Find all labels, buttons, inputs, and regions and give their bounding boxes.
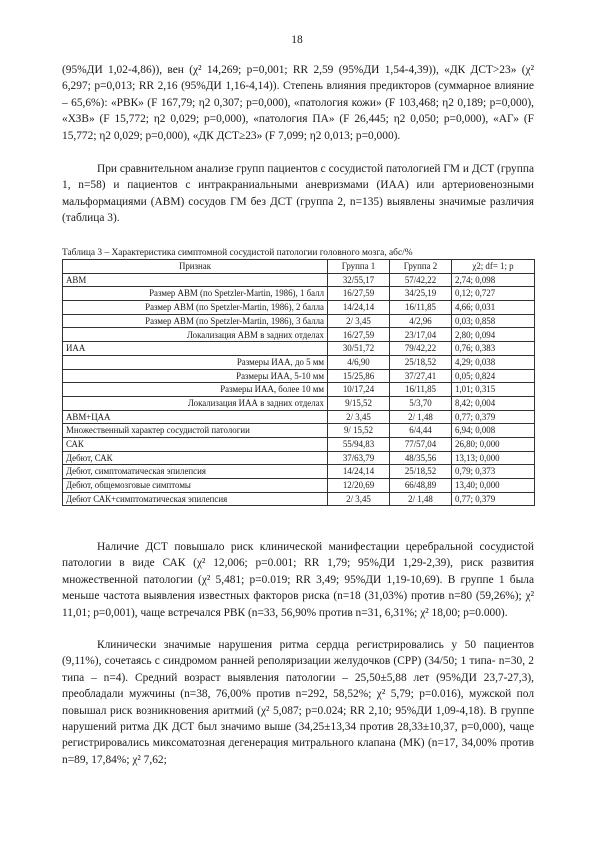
row-statistic: 4,29; 0,038 [452,355,535,369]
header-feature: Признак [63,260,328,274]
table-row [63,314,535,328]
row-label: АВМ+ЦАА [63,410,328,424]
row-label: АВМ [63,273,328,287]
row-group-1: 2/ 3,45 [328,314,390,328]
table-row [63,369,535,383]
row-group-1: 16/27,59 [328,287,390,301]
table-row [63,451,535,465]
row-group-2: 57/42,22 [390,273,452,287]
row-label: ИАА [63,342,328,356]
table-row [63,479,535,493]
row-group-2: 25/18,52 [390,355,452,369]
paragraph-4-text: Клинически значимые нарушения ритма сердца регистрировались у 50 пациентов (9,11%), сочетаясь с синдромом ранней реполяризации желудочков (СРР) (34/50; 1 типа- n=30, 2 типа – n=4). Средний возраст выявления патологии – 25,50±5,88 лет (95%ДИ 23,7-27,3), преобладали мужчины (n=38, 76,00% против n=292, 58,52%; χ² 5,79; p=0.016), мужской пол повышал риск возникновения аритмий (χ² 5,087; p=0.024; RR 2,10; 95%ДИ 1,09-4,18). В группе нарушений ритма ДК ДСТ был значимо выше (34,25±13,34 против 28,33±10,37, p=0,000), чаще регистрировались миксоматозная дегенерация митрального клапана (МК) (n=17, 34,00% против n=89, 17,84%; χ² 7,62; [62,639,534,766]
table-row [63,492,535,506]
row-statistic: 13,13; 0,000 [452,451,535,465]
row-group-1: 32/55,17 [328,273,390,287]
row-statistic: 26,80; 0,000 [452,437,535,451]
row-group-1: 9/ 15,52 [328,424,390,438]
row-group-2: 34/25,19 [390,287,452,301]
row-group-2: 4/2,96 [390,314,452,328]
header-group-1: Группа 1 [328,260,390,274]
table-row [63,328,535,342]
row-label: Размер АВМ (по Spetzler-Martin, 1986), 2 балла [63,301,328,315]
table-row [63,273,535,287]
row-group-2: 5/3,70 [390,396,452,410]
row-label: Размеры ИАА, 5-10 мм [63,369,328,383]
row-group-1: 2/ 3,45 [328,410,390,424]
row-statistic: 0,76; 0,383 [452,342,535,356]
row-label: Дебют, симптоматическая эпилепсия [63,465,328,479]
page-number: 18 [291,34,303,46]
table-row [63,287,535,301]
table-row [63,342,535,356]
row-group-2: 25/18,52 [390,465,452,479]
paragraph-3-text: Наличие ДСТ повышало риск клинической манифестации церебральной сосудистой патологии в виде САК (χ² 12,006; p=0.001; RR 1,79; 95%ДИ 1,29-2,39), риск развития множественной патологии (χ² 5,481; p=0.019; RR 3,49; 95%ДИ 1,19-10,69). В группе 1 была меньше частота выявления известных факторов риска (n=18 (31,03%) против n=80 (59,26%); χ² 11,01; p=0,001), чаще встречался РВК (n=33, 56,90% против n=31, 6,31%; χ² 18,00; p=0.000). [62,541,534,619]
row-group-1: 4/6,90 [328,355,390,369]
table-caption: Таблица 3 – Характеристика симптомной сосудистой патологии головного мозга, абс/% [62,248,413,258]
data-table [62,259,535,506]
table-row [63,437,535,451]
row-statistic: 4,66; 0,031 [452,301,535,315]
row-group-2: 6/4,44 [390,424,452,438]
row-label: Дебют, САК [63,451,328,465]
row-group-1: 9/15,52 [328,396,390,410]
row-statistic: 2,74; 0,098 [452,273,535,287]
header-group-2: Группа 2 [390,260,452,274]
row-group-2: 23/17,04 [390,328,452,342]
row-group-2: 77/57,04 [390,437,452,451]
table-row [63,465,535,479]
table-row [63,396,535,410]
row-group-1: 16/27,59 [328,328,390,342]
row-label: Размер АВМ (по Spetzler-Martin, 1986), 1 балл [63,287,328,301]
row-label: Локализация АВМ в задних отделах [63,328,328,342]
table-header-row [63,260,535,274]
table-row [63,383,535,397]
row-statistic: 1,01; 0,315 [452,383,535,397]
row-label: Размер АВМ (по Spetzler-Martin, 1986), 3 балла [63,314,328,328]
row-statistic: 0,77; 0,379 [452,492,535,506]
paragraph-4 [62,637,534,768]
row-label: Дебют, общемозговые симптомы [63,479,328,493]
table-row [63,424,535,438]
table-row [63,301,535,315]
row-group-1: 12/20,69 [328,479,390,493]
row-statistic: 6,94; 0,008 [452,424,535,438]
row-group-2: 48/35,56 [390,451,452,465]
row-statistic: 0,12; 0,727 [452,287,535,301]
row-group-1: 37/63,79 [328,451,390,465]
row-group-1: 30/51,72 [328,342,390,356]
paragraph-1-text: (95%ДИ 1,02-4,86)), вен (χ² 14,269; p=0,001; RR 2,59 (95%ДИ 1,54-4,39)), «ДК ДСТ>23» (χ² 6,297; p=0,013; RR 2,16 (95%ДИ 1,16-4,14)). Степень влияния предикторов (суммарное влияние – 65,6%): «РВК» (F 167,79; η2 0,307; p=0,000), «патология кожи» (F 103,468; η2 0,189; p=0,000), «ХЗВ» (F 15,772; η2 0,029; p=0,000), «патология ПА» (F 26,445; η2 0,050; p=0,000), «АГ» (F 15,772; η2 0,029; p=0,000), «ДК ДСТ≥23» (F 7,099; η2 0,013; p=0,000). [62,64,534,142]
row-group-1: 15/25,86 [328,369,390,383]
paragraph-3 [62,539,534,621]
row-statistic: 2,80; 0,094 [452,328,535,342]
row-group-2: 66/48,89 [390,479,452,493]
table-row [63,410,535,424]
row-group-2: 16/11,85 [390,383,452,397]
row-group-1: 55/94,83 [328,437,390,451]
row-group-2: 2/ 1,48 [390,410,452,424]
row-group-2: 37/27,41 [390,369,452,383]
row-statistic: 0,79; 0,373 [452,465,535,479]
row-statistic: 0,77; 0,379 [452,410,535,424]
row-group-2: 16/11,85 [390,301,452,315]
row-statistic: 0,05; 0,824 [452,369,535,383]
row-group-1: 2/ 3,45 [328,492,390,506]
row-label: Локализация ИАА в задних отделах [63,396,328,410]
row-label: Размеры ИАА, до 5 мм [63,355,328,369]
row-group-1: 10/17,24 [328,383,390,397]
row-group-2: 2/ 1,48 [390,492,452,506]
paragraph-1 [62,62,534,144]
row-statistic: 0,03; 0,858 [452,314,535,328]
row-statistic: 13,40; 0,000 [452,479,535,493]
row-group-1: 14/24,14 [328,465,390,479]
row-group-2: 79/42,22 [390,342,452,356]
paragraph-2 [62,161,534,227]
row-label: Множественный характер сосудистой патологии [63,424,328,438]
row-label: САК [63,437,328,451]
table-row [63,355,535,369]
row-group-1: 14/24,14 [328,301,390,315]
row-statistic: 8,42; 0,004 [452,396,535,410]
row-label: Дебют САК+симптоматическая эпилепсия [63,492,328,506]
row-label: Размеры ИАА, более 10 мм [63,383,328,397]
header-statistic: χ2; df= 1; p [452,260,535,274]
paragraph-2-text: При сравнительном анализе групп пациентов с сосудистой патологией ГМ и ДСТ (группа 1, n=58) и пациентов с интракраниальными аневризмами (ИАА) или артериовенозными мальформациями (АВМ) сосудов ГМ без ДСТ (группа 2, n=135) выявлены значимые различия (таблица 3). [62,163,534,225]
